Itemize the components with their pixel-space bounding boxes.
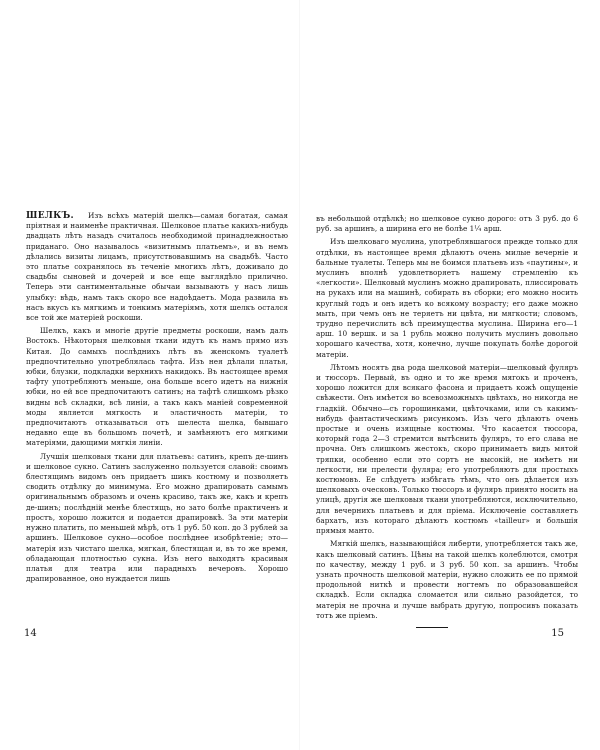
paragraph: Шелкъ, какъ и многіе другіе предметы роскоши, намъ далъ Востокъ. Нѣкоторыя шелковыя ткани идутъ къ намъ прямо изъ Китая. До самыхъ послѣднихъ лѣтъ въ женскомъ туалетѣ предпочтительно употреблялась тафта. Изъ нея дѣлали платья, юбки, блузки, подкладки верхнихъ накидокъ. Въ настоящее время тафту употребляютъ меньше, она больше всего идетъ на нижнія юбки, но ей все предпочитаютъ сатинъ; на тафтѣ слишкомъ рѣзко видны всѣ складки, всѣ линіи, а такъ какъ маніей современной моды является мягкость и эластичность матеріи, то предпочитаютъ отказываться отъ шелеста шелка, бывшаго недавно еще въ большомъ почетѣ, и замѣняютъ его мягкими матеріями, дающими мягкія линіи. — [26, 326, 288, 448]
page-number: 14 — [24, 628, 37, 639]
paragraph-text: Изъ всѣхъ матерій шелкъ—самая богатая, самая пріятная и наименѣе практичная. Шелковое платье какихъ-нибудь двадцать лѣтъ назадъ считалось необходимой принадлежностью приданаго. Оно называлось «визитнымъ платьемъ», и въ немъ дѣлались визиты лицамъ, присутствовавшимъ на свадьбѣ. Часто это платье сохранялось въ теченіе многихъ лѣтъ, доживало до свадьбы сыновей и дочерей и все еще выглядѣло прилично. Теперь эти сантиментальные обычаи вызываютъ у насъ лишь улыбку: вѣдь, намъ такъ скоро все надоѣдаетъ. Мода развила въ насъ вкусъ къ мягкимъ и тонкимъ матеріямъ, хотя шелкъ остался все той же матеріей роскоши. — [26, 211, 288, 323]
left-text-column — [26, 211, 288, 584]
end-rule — [416, 627, 448, 628]
paragraph: Мягкій шелкъ, называющійся либерти, употребляется такъ же, какъ шелковый сатинъ. Цѣны на такой шелкъ колеблются, смотря по качеству, между 1 руб. и 3 руб. 50 коп. за аршинъ. Чтобы узнать прочность шелковой матеріи, нужно сложить ее по прямой продольной ниткѣ и провести ногтемъ по образовавшейся складкѣ. Если складка сломается или сильно разойдется, то матерія не прочна и лучше выбрать другую, попросивъ показать тотъ же пріемъ. — [316, 539, 578, 620]
paragraph: Лучшія шелковыя ткани для платьевъ: сатинъ, крепъ де-шинъ и шелковое сукно. Сатинъ заслуженно пользуется славой: своимъ блестящимъ видомъ онъ придаетъ шикъ костюму и позволяетъ сводить отдѣлку до минимума. Его можно драпировать самымъ оригинальнымъ образомъ и очень красиво, такъ же, какъ и крепъ де-шинъ; послѣдній менѣе блестящъ, но зато болѣе практиченъ и простъ, хорошо ложится и подается драпировкѣ. За эти матеріи нужно платить, по меньшей мѣрѣ, отъ 1 руб. 50 коп. до 3 рублей за аршинъ. Шелковое сукно—особое послѣднее изобрѣтеніе; это—матерія изъ чистаго шелка, мягкая, блестящая и, въ то же время, обладающая плотностью сукна. Изъ него выходятъ красивыя платья для театра или парадныхъ вечеровъ. Хорошо драпированное, оно нуждается лишь — [26, 451, 288, 584]
right-page — [300, 0, 600, 750]
paragraph: Лѣтомъ носятъ два рода шелковой матеріи—шелковый фуляръ и тюссоръ. Первый, въ одно и то же время мягокъ и проченъ, хорошо ложится для всякаго фасона и придаетъ кожѣ ощущеніе свѣжести. Онъ имѣется во всевозможныхъ цвѣтахъ, но никогда не гладкій. Обычно—съ горошинками, цвѣточками, или съ какимъ-нибудь фантастическимъ рисункомъ. Изъ чего дѣлаютъ очень простые и очень изящные костюмы. Что касается тюссора, который года 2—3 стремится вытѣснить фуляръ, то его слава не прочна. Онъ слишкомъ жестокъ, скоро принимаетъ видъ мятой тряпки, особенно если это сортъ не высокій, не имѣетъ ни легкости, ни прелести фуляра; его употребляютъ для простыхъ костюмовъ. Ее слѣдуетъ избѣгать тѣмъ, что онъ дѣлается изъ шелковыхъ оческовъ. Только тюссоръ и фуляръ принято носить на улицѣ, другія же шелковыя ткани употребляются, исключительно, для вечернихъ платьевъ и для пріема. Исключеніе составляетъ бархатъ, изъ котораго дѣлаютъ костюмъ «tailleur» и большія прямыя манто. — [316, 362, 578, 536]
paragraph: Изъ шелковаго муслина, употреблявшагося прежде только для отдѣлки, въ настоящее время дѣлаютъ очень милые вечерніе и бальные туалеты. Теперь мы не боимся платьевъ изъ «паутины», и муслинъ вполнѣ удовлетворяетъ нашему стремленію къ «легкости». Шелковый муслинъ можно драпировать, плиссировать на рукахъ или на машинѣ, собирать въ сборки; его можно носить круглый годъ и онъ идетъ ко всякому возрасту; его даже можно мыть, при чемъ онъ не теряетъ ни цвѣта, ни мягкости; словомъ, трудно перечислить всѣ преимущества муслина. Ширина его—1 арш. 10 вершк. и за 1 рубль можно получить муслинъ довольно хорошаго качества, хотя, конечно, лучше покупать болѣе дорогой матеріи. — [316, 237, 578, 359]
page-number: 15 — [551, 628, 564, 639]
continuation-paragraph: въ небольшой отдѣлкѣ; но шелковое сукно дорого: отъ 3 руб. до 6 руб. за аршинъ, а ширина его не болѣе 1¼ арш. — [316, 214, 578, 234]
intro-paragraph — [26, 211, 288, 323]
section-title: ШЕЛКЪ. — [26, 211, 74, 221]
right-text-column — [316, 214, 578, 628]
